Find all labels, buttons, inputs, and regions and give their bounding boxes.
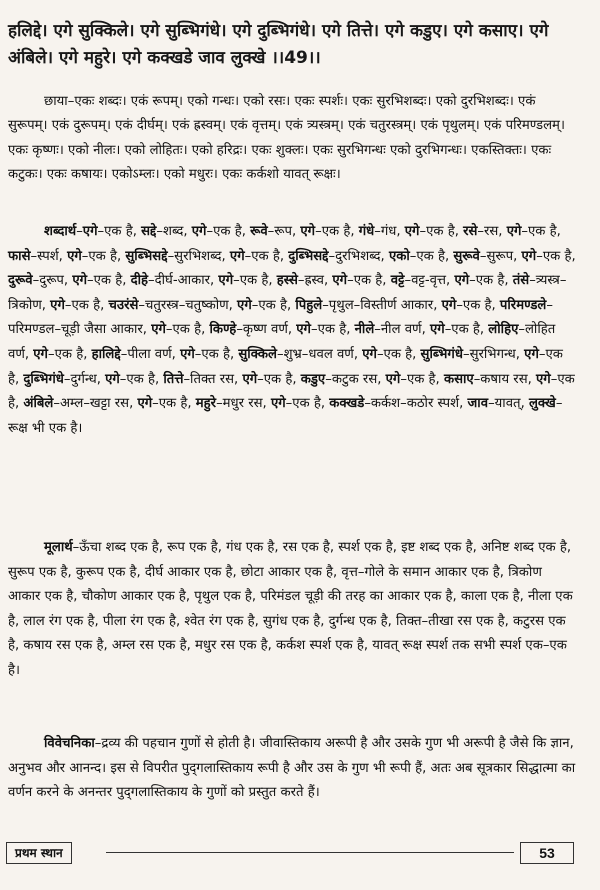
glossary-meaning: –सुरभिगन्ध, (462, 346, 525, 362)
glossary-meaning: –एक है, (8, 346, 563, 387)
glossary-term: एगे (296, 322, 311, 338)
glossary-meaning: –कटुक रस, (325, 371, 386, 387)
glossary-meaning: –एक है, (409, 248, 454, 264)
glossary-term: एगे (50, 297, 65, 313)
glossary-meaning: –एक है, (257, 371, 301, 387)
glossary-term: एगे (218, 273, 234, 289)
glossary-meaning: –एक है, (347, 273, 391, 289)
glossary-meaning: –दुर्गन्ध, (63, 371, 106, 387)
glossary-term: जाव (467, 396, 489, 412)
glossary-term: एगे (229, 248, 245, 264)
glossary-term: एगे (67, 248, 82, 264)
glossary-meaning: –एक है, (400, 371, 444, 387)
glossary-term: सद्दे (141, 224, 157, 239)
glossary-meaning: –एक है, (152, 396, 196, 412)
glossary-term: कडुए (300, 371, 326, 387)
sutra-text: हलिद्दे। एगे सुक्किले। एगे सुब्भिगंधे। एगे दुब्भिगंधे। एगे तित्ते। एगे कडुए। एगे कसाए। एगे अंबिले। एगे महुरे। एगे कक्खडे जाव लुक्खे ।।49।। (8, 21, 549, 68)
glossary-term: फासे (8, 248, 31, 264)
glossary-meaning: –कषाय रस, (473, 371, 536, 387)
glossary-meaning: –एक है, (536, 248, 576, 264)
shabdarth-label: शब्दार्थ (44, 224, 77, 239)
glossary-term: तित्ते (163, 371, 184, 387)
glossary-meaning: –एक है, (521, 224, 561, 239)
glossary-term: लुक्खे (528, 396, 556, 412)
glossary-term: दुब्भिगंधे (23, 371, 64, 387)
glossary-meaning: –एक है, (376, 346, 421, 362)
moolarth-label: मूलार्थ (44, 540, 73, 555)
glossary-meaning: –वट्ट-वृत्त, (404, 273, 455, 289)
glossary-meaning: –एक है, (285, 396, 330, 412)
glossary-term: अंबिले (23, 396, 54, 412)
glossary-meaning: –यावत्, (488, 396, 529, 412)
glossary-meaning: –एक है, (165, 322, 210, 338)
glossary-term: हालिद्दे (91, 346, 121, 362)
glossary-meaning: –कृष्ण वर्ण, (236, 322, 297, 338)
glossary-term: एको (388, 248, 410, 264)
glossary-term: एगे (180, 346, 195, 362)
glossary-term: महुरे (195, 396, 217, 412)
glossary-term: एगे (429, 322, 445, 338)
glossary-term: पिहुले (295, 297, 323, 313)
glossary-term: एगे (270, 396, 286, 412)
glossary-term: एगे (385, 371, 401, 387)
glossary-meaning: –एक है, (251, 297, 296, 313)
glossary-term: रूवे (250, 224, 268, 239)
glossary-meaning: –सुरूप, (479, 248, 522, 264)
glossary-meaning: –ह्रस्व, (297, 273, 333, 289)
glossary-term: एगे (404, 224, 420, 239)
glossary-term: सुक्किले (238, 346, 277, 362)
glossary-meaning: –स्पर्श, (30, 248, 68, 264)
glossary-term: गंधे (358, 224, 375, 239)
glossary-meaning: –एक है, (47, 346, 92, 362)
glossary-meaning: –दुरभिशब्द, (328, 248, 389, 264)
glossary-term: नीले (354, 322, 375, 338)
glossary-term: एगे (506, 224, 522, 239)
glossary-term: परिमण्डले (499, 297, 547, 313)
glossary-meaning: –शब्द, (156, 224, 192, 239)
glossary-meaning: –दुरूप, (32, 273, 73, 289)
glossary-meaning: –एक है, (64, 297, 109, 313)
glossary-meaning: –परिमण्डल–चूड़ी जैसा आकार, (8, 297, 553, 338)
page-number: 53 (520, 842, 574, 864)
glossary-meaning: –एक है, (444, 322, 489, 338)
glossary-meaning: –एक है, (81, 248, 126, 264)
glossary-term: दुब्भिसद्दे (288, 248, 329, 264)
glossary-meaning: –गंध, (374, 224, 405, 239)
glossary-term: एगे (33, 346, 48, 362)
glossary-term: कसाए (443, 371, 474, 387)
glossary-meaning: –सुरभिशब्द, (167, 248, 230, 264)
glossary-meaning: –मधुर रस, (216, 396, 271, 412)
glossary-term: सुरूवे (453, 248, 480, 264)
footer-rule (106, 852, 514, 853)
glossary-term: तंसे (512, 273, 530, 289)
glossary-meaning: –एक है, (315, 224, 359, 239)
glossary-meaning: –शुभ्र–धवल वर्ण, (276, 346, 363, 362)
moolarth-paragraph (8, 536, 578, 684)
glossary-meaning: –एक है, (310, 322, 355, 338)
glossary-meaning: –रूप, (267, 224, 301, 239)
glossary-term: दुरूवे (8, 273, 33, 289)
glossary-meaning: –एक है, (194, 346, 239, 362)
glossary-term: एगे (536, 371, 551, 387)
glossary-meaning: –एक है, (97, 224, 142, 239)
glossary-term: एगे (137, 396, 153, 412)
glossary-meaning: –रूक्ष भी एक है। (8, 396, 563, 436)
glossary-term: एगे (441, 297, 457, 313)
section-label: प्रथम स्थान (6, 842, 72, 864)
glossary-term: हस्से (276, 273, 298, 289)
glossary-term: एगे (105, 371, 120, 387)
glossary-term: कक्खडे (329, 396, 365, 412)
glossary-meaning: –चतुरस्त्र–चतुष्कोण, (138, 297, 238, 313)
glossary-term: एगे (524, 346, 539, 362)
glossary-term: एगे (362, 346, 377, 362)
glossary-term: लोहिए (488, 322, 519, 338)
glossary-meaning: –पीला वर्ण, (120, 346, 181, 362)
glossary-meaning: –रस, (477, 224, 507, 239)
glossary-term: एगे (521, 248, 537, 264)
chaya-text: छाया–एकः शब्दः। एकं रूपम्। एको गन्धः। एको रसः। एकः स्पर्शः। एकः सुरभिशब्दः। एको दुरभिशब्दः। एकं सुरूपम्। एकं दुरूपम्। एकं दीर्घम्। एकं ह्रस्वम्। एकं वृत्तम्। एकं त्र्यस्त्रम्। एकं चतुरस्त्रम्। एकं पृथुलम्। एकं परिमण्डलम्। एकः कृष्णः। एको नीलः। एको लोहितः। एको हरिद्रः। एकः शुक्लः। एकः सुरभिगन्धः एको दुरभिगन्धः। एकस्तिक्तः। एकः कटुकः। एकः कषायः। एकोऽम्लः। एको मधुरः। एकः कर्कशो यावत् रूक्षः। (8, 94, 565, 183)
moolarth-text: –ऊँचा शब्द एक है, रूप एक है, गंध एक है, रस एक है, स्पर्श एक है, इष्ट शब्द एक है, अनिष्ट शब्द एक है, सुरूप एक है, कुरूप एक है, दीर्घ आकार एक है, छोटा आकार एक है, वृत्त–गोले के समान आकार एक है, त्रिकोण आकार एक है, चौकोण आकार एक है, पृथुल एक है, परिमंडल चूड़ी की तरह का आकार एक है, काला एक है, नीला एक है, लाल रंग एक है, पीला रंग एक है, श्वेत रंग एक है, सुगंध एक है, दुर्गन्ध एक है, तिक्त–तीखा रस एक है, कटुरस एक है, कषाय रस एक है, अम्ल रस एक है, मधुर रस एक है, कर्कश स्पर्श एक है, यावत् रूक्ष स्पर्श तक सभी स्पर्श एक–एक है। (8, 540, 573, 678)
glossary-term: वट्टे (390, 273, 405, 289)
glossary-meaning: –एक है, (244, 248, 289, 264)
glossary-term: एगे (242, 371, 258, 387)
glossary-term: दीहे (130, 273, 149, 289)
glossary-meaning: –एक है, (206, 224, 251, 239)
glossary-term: एगे (82, 224, 98, 239)
glossary-term: एगे (454, 273, 470, 289)
glossary-meaning: –एक है, (233, 273, 277, 289)
glossary-term: रसे (463, 224, 478, 239)
glossary-term: सुब्भिगंधे (420, 346, 463, 362)
glossary-meaning: –लोहित वर्ण, (8, 322, 556, 362)
glossary-term: किण्हे (209, 322, 237, 338)
glossary-term: चउरंसे (108, 297, 139, 313)
glossary-meaning: –एक है, (119, 371, 164, 387)
glossary-meaning: –अम्ल–खट्टा रस, (53, 396, 138, 412)
glossary-term: एगे (332, 273, 348, 289)
glossary-meaning: –एक है, (469, 273, 513, 289)
glossary-term: सुब्भिसद्दे (125, 248, 168, 264)
glossary-term: एगे (300, 224, 316, 239)
vivechanika-text: –द्रव्य की पहचान गुणों से होती है। जीवास्तिकाय अरूपी है और उसके गुण भी अरूपी है जैसे कि ज्ञान, अनुभव और आनन्द। इस से विपरीत पुद्‌गलास्तिकाय रूपी है और उस के गुण भी रूपी हैं, अतः अब सूत्रकार सिद्धात्मा का वर्णन करने के अनन्तर पुद्‌गलास्तिकाय के गुणों को प्रस्तुत करते हैं। (8, 736, 576, 801)
glossary-meaning: –एक है, (87, 273, 131, 289)
chaya-paragraph (8, 90, 578, 188)
glossary-meaning: –एक है, (419, 224, 464, 239)
vivechanika-label: विवेचनिका (44, 736, 95, 751)
glossary-meaning: – (76, 224, 83, 239)
page-footer (6, 842, 574, 864)
shabdarth-body (8, 224, 576, 436)
glossary-term: एगे (72, 273, 88, 289)
vivechanika-paragraph (8, 732, 578, 806)
glossary-meaning: –दीर्घ-आकार, (148, 273, 219, 289)
glossary-term: एगे (191, 224, 207, 239)
glossary-meaning: –पृथुल–विस्तीर्ण आकार, (322, 297, 442, 313)
glossary-meaning: –नील वर्ण, (374, 322, 430, 338)
glossary-meaning: –त्र्यस्त्र–त्रिकोण, (8, 273, 567, 313)
glossary-meaning: –तिक्त रस, (183, 371, 243, 387)
glossary-meaning: –एक है, (8, 371, 575, 412)
glossary-term: एगे (237, 297, 252, 313)
glossary-meaning: –एक है, (456, 297, 500, 313)
glossary-term: एगे (151, 322, 166, 338)
shabdarth-paragraph (8, 220, 578, 441)
glossary-meaning: –कर्कश–कठोर स्पर्श, (364, 396, 468, 412)
